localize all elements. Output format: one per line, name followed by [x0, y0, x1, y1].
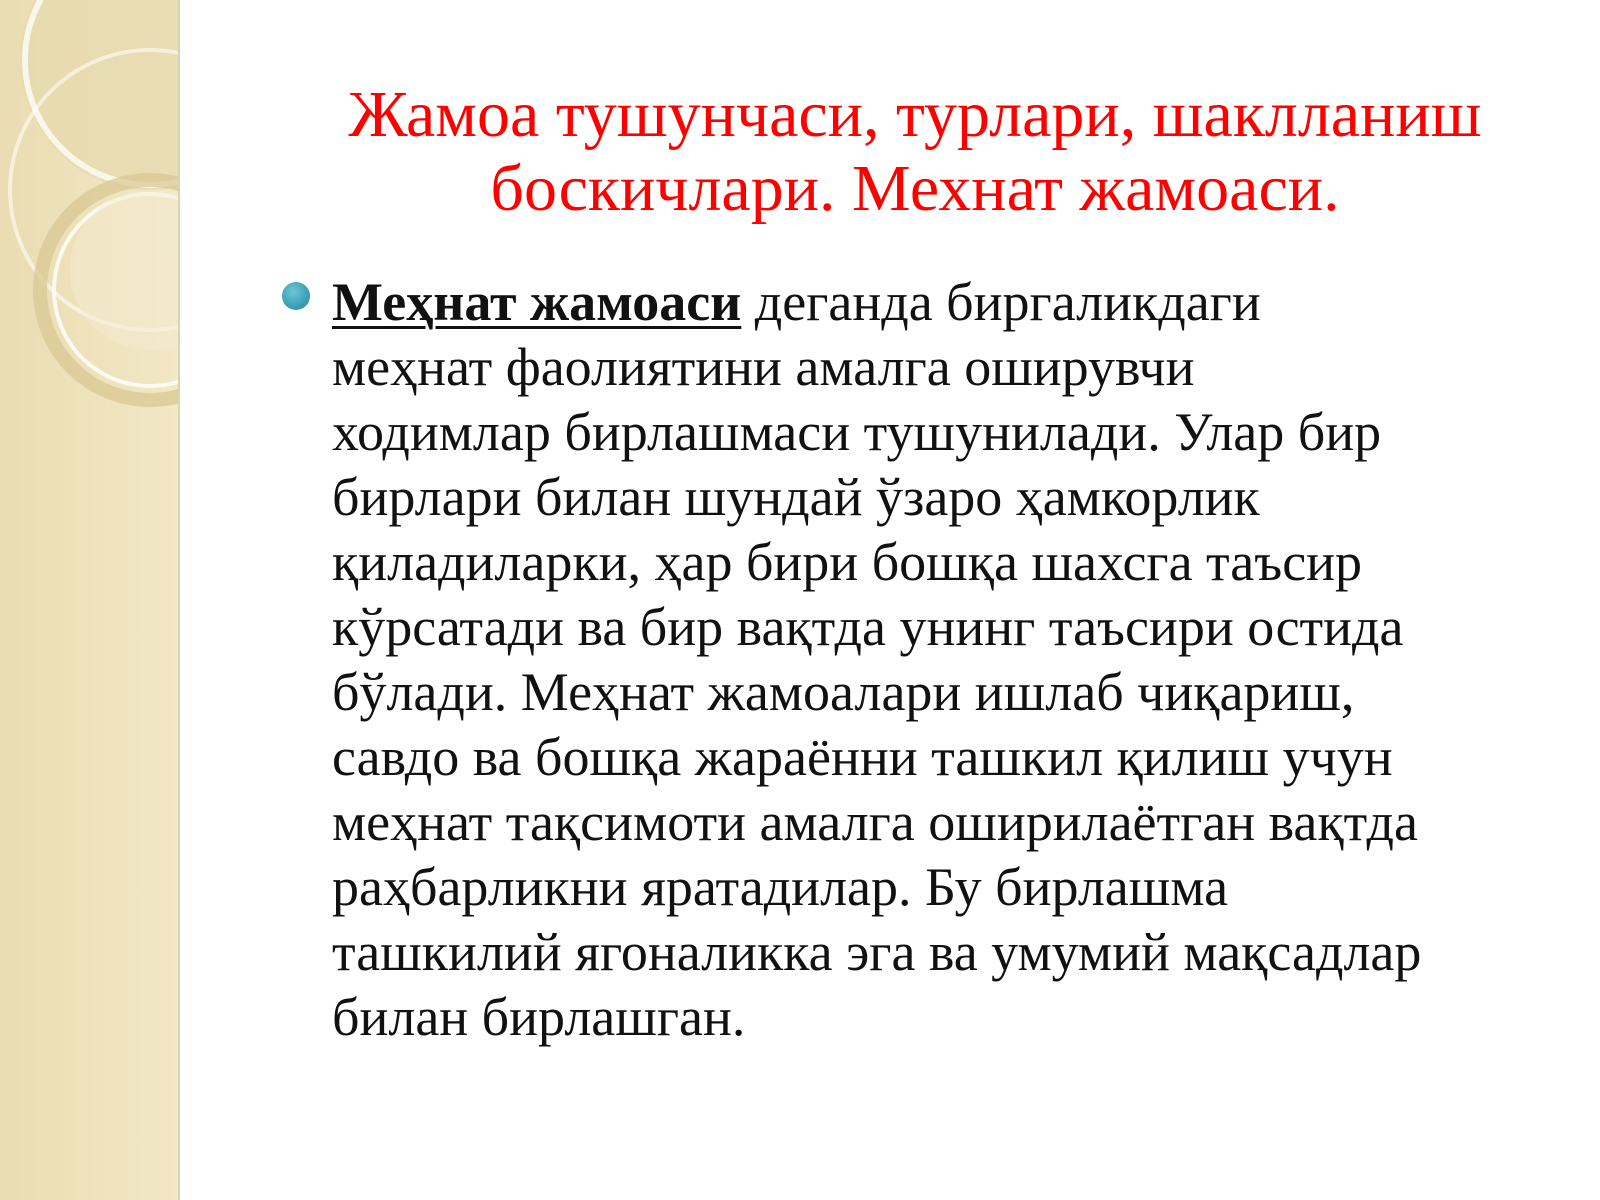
- paragraph-line: меҳнат фаолиятини амалга оширувчи: [332, 337, 1195, 397]
- slide-title: [250, 78, 1580, 226]
- decorative-side-band: [0, 0, 180, 1200]
- paragraph-line: деганда биргаликдаги: [741, 272, 1261, 332]
- paragraph-line: меҳнат тақсимоти амалга оширилаётган вақтда: [332, 792, 1418, 852]
- paragraph-line: ходимлар бирлашмаси тушунилади. Улар бир: [332, 402, 1382, 462]
- paragraph-line: бирлари билан шундай ўзаро ҳамкорлик: [332, 467, 1260, 527]
- paragraph-line: савдо ва бошқа жараённи ташкил қилиш учун: [332, 727, 1393, 787]
- paragraph-line: қиладиларки, ҳар бири бошқа шахсга таъсир: [332, 532, 1363, 592]
- body-paragraph: [280, 270, 1580, 1050]
- circle-bullet-icon: [282, 282, 310, 310]
- paragraph-line: кўрсатади ва бир вақтда унинг таъсири остида: [332, 597, 1404, 657]
- slide-body: [280, 270, 1580, 1050]
- paragraph-line: раҳбарликни яратадилар. Бу бирлашма: [332, 857, 1229, 917]
- paragraph-line: билан бирлашган.: [332, 987, 746, 1047]
- paragraph-line: бўлади. Меҳнат жамоалари ишлаб чиқариш,: [332, 662, 1355, 722]
- paragraph-line: ташкилий ягоналикка эга ва умумий мақсадлар: [332, 922, 1422, 982]
- key-term: Меҳнат жамоаси: [332, 272, 742, 332]
- decorative-rings-icon: [0, 0, 178, 1200]
- slide-title-line-1: Жамоа тушунчаси, турлари, шаклланиш: [348, 78, 1482, 151]
- slide-title-line-2: боскичлари. Мехнат жамоаси.: [490, 152, 1340, 225]
